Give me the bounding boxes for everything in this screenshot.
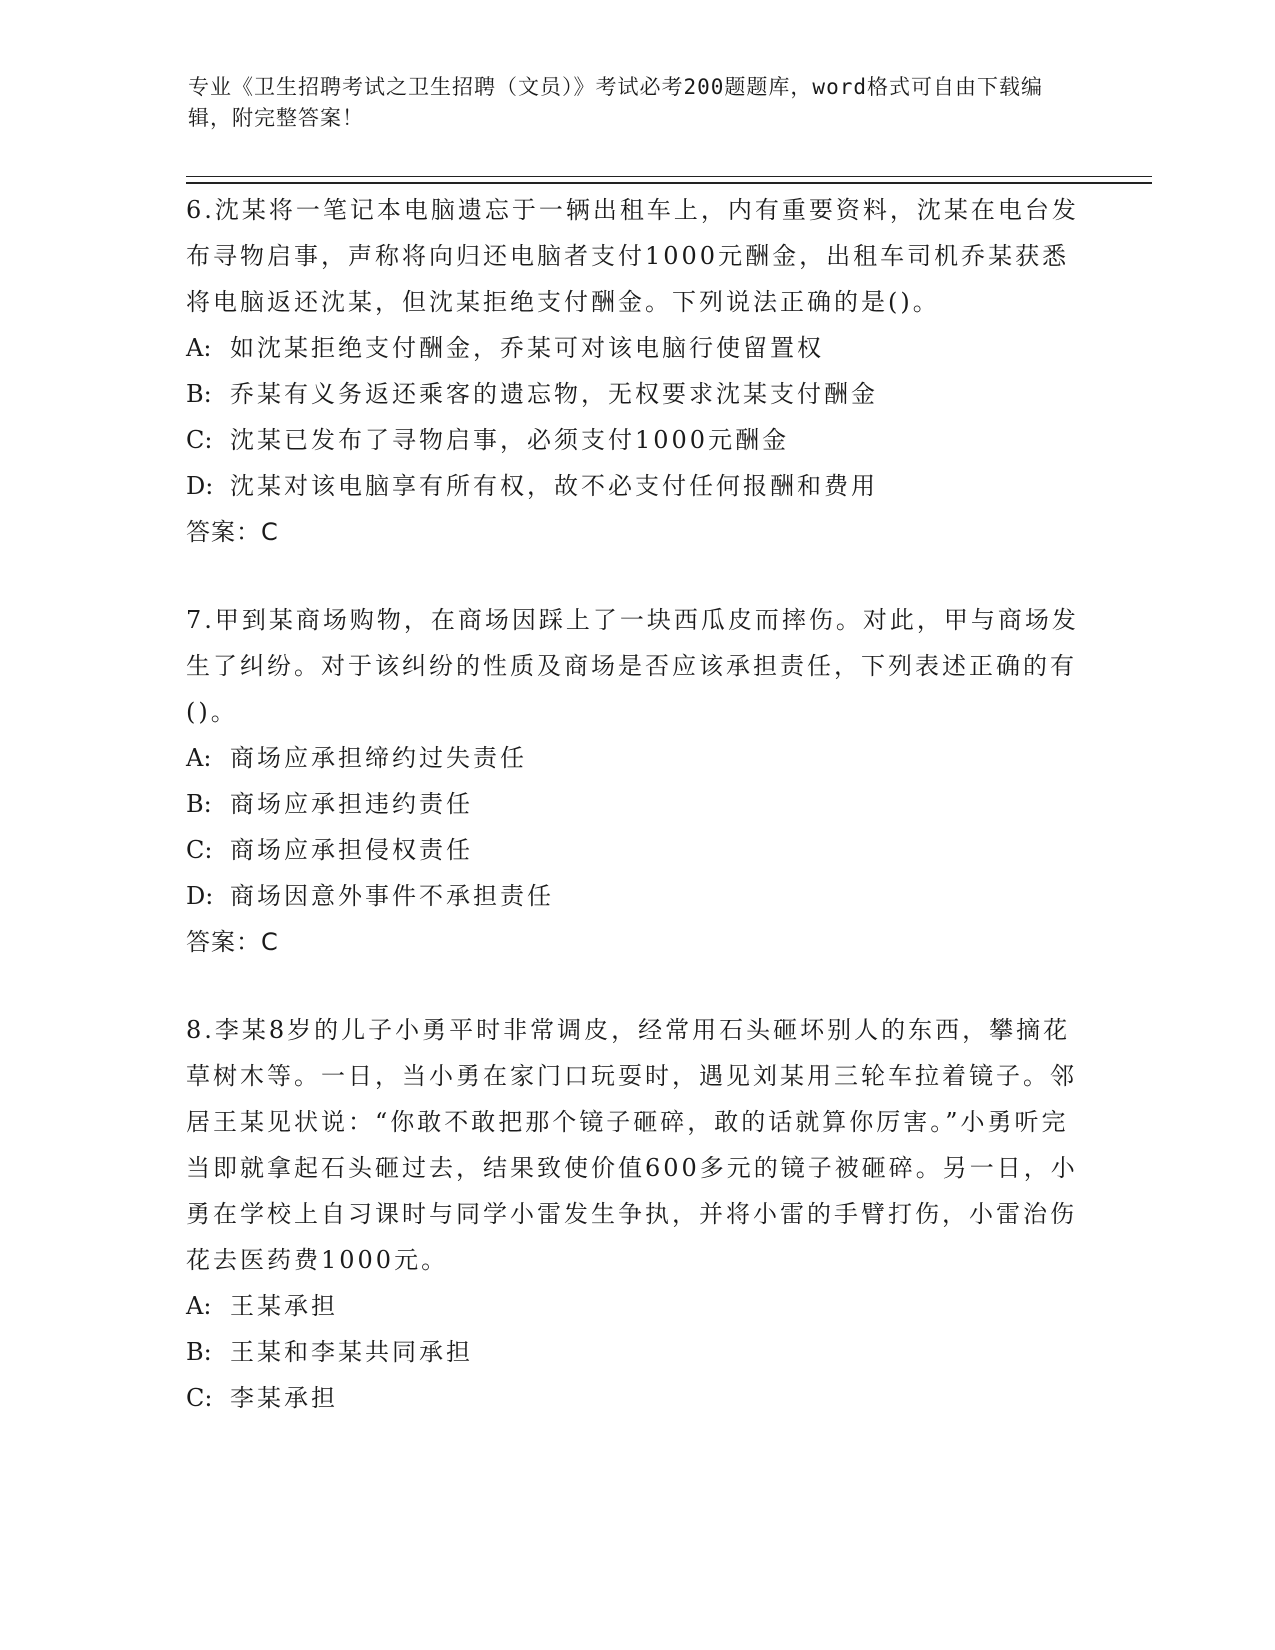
- option-text: 沈某对该电脑享有所有权，故不必支付任何报酬和费用: [230, 472, 878, 500]
- option-text: 商场应承担侵权责任: [230, 836, 473, 864]
- option-c: [186, 827, 1086, 873]
- option-a: [186, 1283, 1086, 1329]
- option-text: 沈某已发布了寻物启事，必须支付1000元酬金: [230, 426, 790, 454]
- option-text: 王某和李某共同承担: [230, 1338, 473, 1366]
- option-d: [186, 463, 1086, 509]
- option-c: [186, 1375, 1086, 1421]
- option-c: [186, 417, 1086, 463]
- option-text: 商场因意外事件不承担责任: [230, 882, 554, 910]
- option-letter: C:: [186, 1384, 213, 1412]
- option-text: 乔某有义务返还乘客的遗忘物，无权要求沈某支付酬金: [230, 380, 878, 408]
- answer-line: 答案：C: [186, 518, 279, 546]
- option-text: 商场应承担违约责任: [230, 790, 473, 818]
- question-stem: 6.沈某将一笔记本电脑遗忘于一辆出租车上，内有重要资料，沈某在电台发布寻物启事，声称将向归还电脑者支付1000元酬金，出租车司机乔某获悉将电脑返还沈某，但沈某拒绝支付酬金。下列说法正确的是()。: [186, 196, 1079, 316]
- option-b: [186, 371, 1086, 417]
- option-letter: C:: [186, 836, 213, 864]
- option-letter: B:: [186, 1338, 212, 1366]
- option-letter: A:: [186, 1292, 212, 1320]
- question-8: [186, 1007, 1086, 1421]
- option-letter: C:: [186, 426, 213, 454]
- question-list: [186, 187, 1086, 1463]
- question-6: [186, 187, 1086, 555]
- option-letter: D:: [186, 472, 214, 500]
- option-a: [186, 735, 1086, 781]
- question-stem: 8.李某8岁的儿子小勇平时非常调皮，经常用石头砸坏别人的东西，攀摘花草树木等。一日，当小勇在家门口玩耍时，遇见刘某用三轮车拉着镜子。邻居王某见状说：“你敢不敢把那个镜子砸碎，敢的话就算你厉害。”小勇听完当即就拿起石头砸过去，结果致使价值600多元的镜子被砸碎。另一日，小勇在学校上自习课时与同学小雷发生争执，并将小雷的手臂打伤，小雷治伤花去医药费1000元。: [186, 1016, 1078, 1274]
- option-d: [186, 873, 1086, 919]
- answer-line: 答案：C: [186, 928, 279, 956]
- option-b: [186, 781, 1086, 827]
- option-letter: B:: [186, 380, 212, 408]
- option-text: 商场应承担缔约过失责任: [230, 744, 527, 772]
- option-letter: B:: [186, 790, 212, 818]
- option-letter: D:: [186, 882, 214, 910]
- option-text: 王某承担: [230, 1292, 338, 1320]
- question-7: [186, 597, 1086, 965]
- header-divider: [186, 176, 1152, 184]
- page-header: 专业《卫生招聘考试之卫生招聘（文员）》考试必考200题题库，word格式可自由下载编辑，附完整答案！: [188, 75, 1043, 130]
- option-letter: A:: [186, 744, 212, 772]
- option-b: [186, 1329, 1086, 1375]
- option-a: [186, 325, 1086, 371]
- option-text: 李某承担: [230, 1384, 338, 1412]
- option-text: 如沈某拒绝支付酬金，乔某可对该电脑行使留置权: [230, 334, 824, 362]
- option-letter: A:: [186, 334, 212, 362]
- question-stem: 7.甲到某商场购物，在商场因踩上了一块西瓜皮而摔伤。对此，甲与商场发生了纠纷。对于该纠纷的性质及商场是否应该承担责任，下列表述正确的有()。: [186, 606, 1079, 726]
